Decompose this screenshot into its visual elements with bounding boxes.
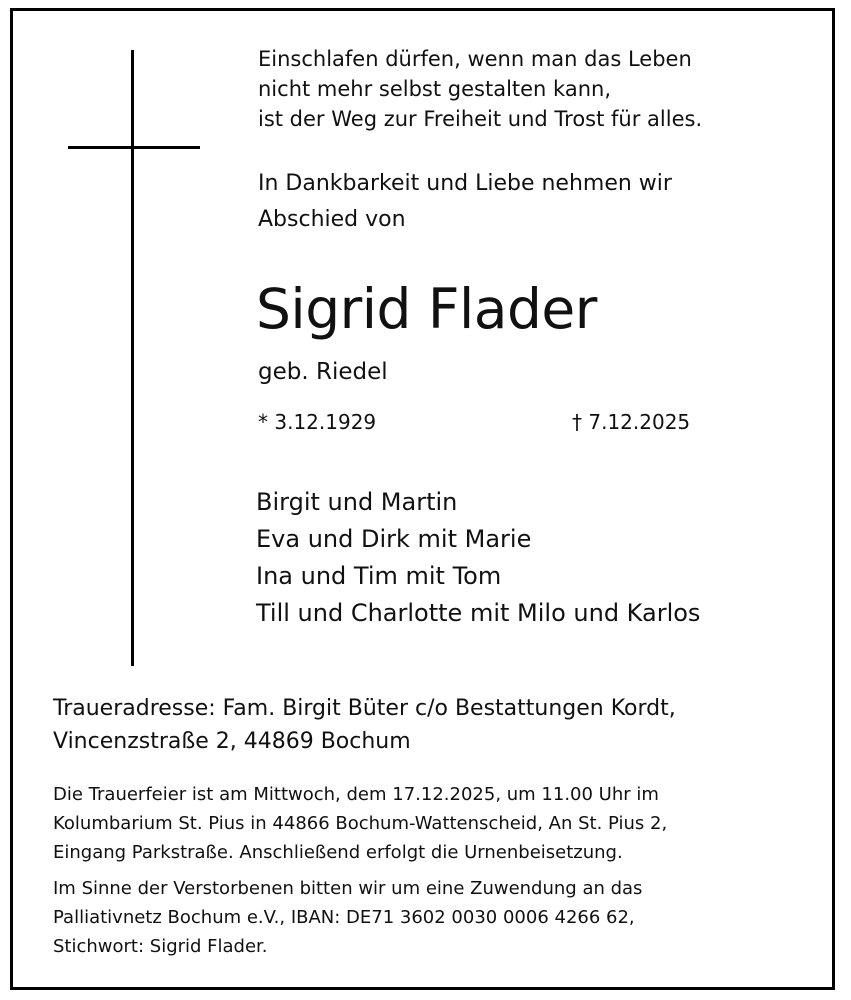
birth-date: * 3.12.1929 [258,410,377,434]
donation-request [53,874,642,961]
quote-line: ist der Weg zur Freiheit und Trost für alles. [258,107,703,131]
intro-line: Abschied von [258,207,406,232]
ceremony-details [53,780,667,867]
quote-line: Einschlafen dürfen, wenn man das Leben [258,47,692,71]
address-line: Vincenzstraße 2, 44869 Bochum [53,729,411,754]
cross-icon-horizontal-bar [68,146,200,149]
ceremony-line: Kolumbarium St. Pius in 44866 Bochum-Wattenscheid, An St. Pius 2, [53,813,668,834]
mourner-entry: Ina und Tim mit Tom [256,562,502,590]
deceased-name: Sigrid Flader [256,277,597,341]
mourner-entry: Till und Charlotte mit Milo und Karlos [256,599,701,627]
intro-line: In Dankbarkeit und Liebe nehmen wir [258,171,672,196]
cross-icon-vertical-bar [131,50,134,666]
mourning-address [53,692,676,758]
address-line: Traueradresse: Fam. Birgit Büter c/o Bestattungen Kordt, [53,696,676,721]
memorial-quote [258,44,702,134]
death-date: † 7.12.2025 [572,410,691,434]
mourner-entry: Eva und Dirk mit Marie [256,525,532,553]
mourner-entry: Birgit und Martin [256,488,458,516]
donation-line: Im Sinne der Verstorbenen bitten wir um eine Zuwendung an das [53,878,643,899]
ceremony-line: Die Trauerfeier ist am Mittwoch, dem 17.12.2025, um 11.00 Uhr im [53,784,659,805]
ceremony-line: Eingang Parkstraße. Anschließend erfolgt die Urnenbeisetzung. [53,842,623,863]
donation-line: Palliativnetz Bochum e.V., IBAN: DE71 3602 0030 0006 4266 62, [53,907,635,928]
quote-line: nicht mehr selbst gestalten kann, [258,77,612,101]
farewell-intro [258,166,672,238]
mourners-list [256,484,700,632]
maiden-name: geb. Riedel [258,359,388,385]
donation-line: Stichwort: Sigrid Flader. [53,936,268,957]
